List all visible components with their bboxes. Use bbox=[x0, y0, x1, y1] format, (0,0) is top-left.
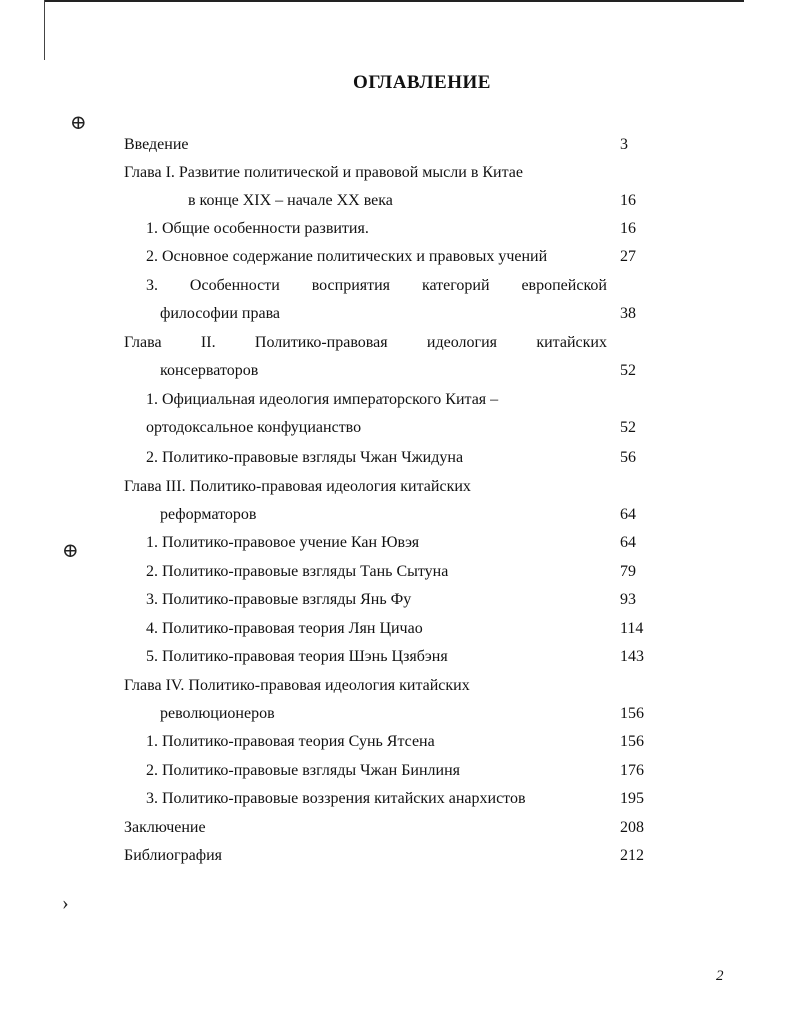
toc-word: категорий bbox=[421, 277, 490, 294]
toc-ch4-line2: революционеров bbox=[160, 705, 275, 722]
scan-edge-left bbox=[44, 0, 45, 60]
toc-conclusion-page: 208 bbox=[620, 819, 644, 836]
toc-ch3-2-label: 2. Политико-правовые взгляды Тань Сытуна bbox=[146, 563, 449, 580]
toc-ch3-5-page: 143 bbox=[620, 648, 644, 665]
toc-word: II. bbox=[200, 334, 216, 351]
toc-ch3-3-page: 93 bbox=[620, 591, 636, 608]
toc-ch2-2-page: 56 bbox=[620, 449, 636, 466]
toc-ch4-2-label: 2. Политико-правовые взгляды Чжан Бинлиня bbox=[146, 762, 461, 779]
toc-ch2-line2: консерваторов bbox=[160, 362, 259, 379]
toc-ch1-3-line2: философии права bbox=[160, 305, 281, 322]
toc-ch1-page: 16 bbox=[620, 192, 636, 209]
toc-ch4-1-page: 156 bbox=[620, 733, 644, 750]
toc-ch2-line1 bbox=[124, 333, 607, 353]
toc-intro-label: Введение bbox=[124, 136, 189, 153]
toc-word: Глава bbox=[124, 334, 162, 351]
toc-ch4-page: 156 bbox=[620, 705, 644, 722]
toc-ch1-line1: Глава I. Развитие политической и правовой мысли в Китае bbox=[124, 164, 524, 181]
toc-ch3-1-label: 1. Политико-правовое учение Кан Ювэя bbox=[146, 534, 420, 551]
page-title: ОГЛАВЛЕНИЕ bbox=[353, 72, 491, 93]
toc-ch3-page: 64 bbox=[620, 506, 636, 523]
toc-ch3-1-page: 64 bbox=[620, 534, 636, 551]
page-number: 2 bbox=[716, 968, 724, 984]
toc-intro-page: 3 bbox=[620, 136, 628, 153]
scan-edge-top bbox=[44, 0, 744, 8]
toc-ch1-2-label: 2. Основное содержание политических и правовых учений bbox=[146, 248, 548, 265]
toc-ch1-2-page: 27 bbox=[620, 248, 636, 265]
toc-ch1-1-label: 1. Общие особенности развития. bbox=[146, 220, 369, 237]
margin-mark-icon: › bbox=[62, 892, 69, 914]
margin-mark-icon: ⊕ bbox=[62, 540, 79, 562]
toc-ch4-1-label: 1. Политико-правовая теория Сунь Ятсена bbox=[146, 733, 435, 750]
toc-ch3-line1: Глава III. Политико-правовая идеология китайских bbox=[124, 478, 471, 495]
toc-ch2-2-label: 2. Политико-правовые взгляды Чжан Чжидуна bbox=[146, 449, 464, 466]
toc-conclusion-label: Заключение bbox=[124, 819, 206, 836]
toc-word: Особенности bbox=[189, 277, 280, 294]
toc-ch4-3-page: 195 bbox=[620, 790, 644, 807]
toc-word: 3. bbox=[146, 277, 158, 294]
toc-ch1-3-page: 38 bbox=[620, 305, 636, 322]
toc-ch2-1-page: 52 bbox=[620, 419, 636, 436]
toc-word: восприятия bbox=[311, 277, 391, 294]
toc-word: китайских bbox=[536, 334, 607, 351]
toc-ch4-3-label: 3. Политико-правовые воззрения китайских анархистов bbox=[146, 790, 526, 807]
toc-ch4-2-page: 176 bbox=[620, 762, 644, 779]
toc-ch3-4-page: 114 bbox=[620, 620, 644, 637]
margin-mark-icon: ⊕ bbox=[70, 112, 87, 134]
toc-ch3-5-label: 5. Политико-правовая теория Шэнь Цзябэня bbox=[146, 648, 448, 665]
toc-word: Политико-правовая bbox=[254, 334, 388, 351]
toc-ch4-line1: Глава IV. Политико-правовая идеология китайских bbox=[124, 677, 470, 694]
toc-ch1-3-line1 bbox=[146, 276, 607, 296]
toc-ch3-4-label: 4. Политико-правовая теория Лян Цичао bbox=[146, 620, 423, 637]
toc-bibliography-page: 212 bbox=[620, 847, 644, 864]
toc-ch3-3-label: 3. Политико-правовые взгляды Янь Фу bbox=[146, 591, 412, 608]
toc-ch3-line2: реформаторов bbox=[160, 506, 257, 523]
toc-ch1-line2: в конце XIX – начале XX века bbox=[188, 192, 393, 209]
toc-word: идеология bbox=[426, 334, 497, 351]
toc-word: европейской bbox=[521, 277, 607, 294]
toc-ch3-2-page: 79 bbox=[620, 563, 636, 580]
toc-ch2-1-line2: ортодоксальное конфуцианство bbox=[146, 419, 362, 436]
toc-ch1-1-page: 16 bbox=[620, 220, 636, 237]
toc-ch2-1-line1: 1. Официальная идеология императорского Китая – bbox=[146, 391, 499, 408]
toc-bibliography-label: Библиография bbox=[124, 847, 222, 864]
toc-ch2-page: 52 bbox=[620, 362, 636, 379]
